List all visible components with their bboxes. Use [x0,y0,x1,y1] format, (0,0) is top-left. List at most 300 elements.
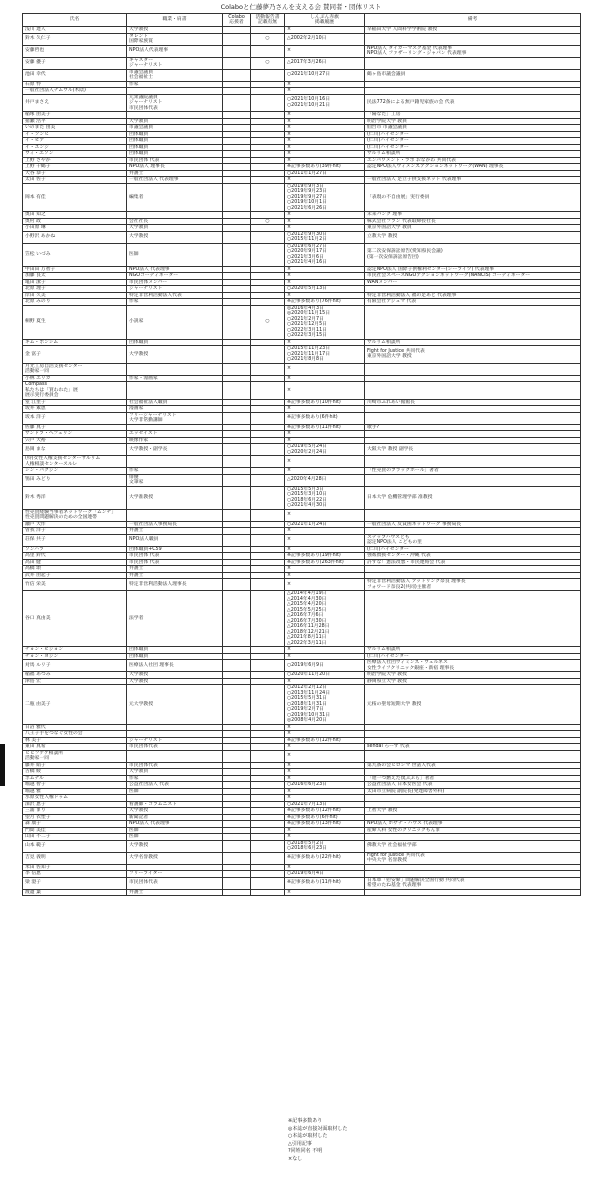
cell-occupation: キャスター ジャーナリスト [127,57,223,69]
cell-remarks: 民法772条による無戸籍児家族の会 代表 [365,94,581,112]
cell-akahata-history: ※記事多数あり(11件hit) [285,424,365,431]
table-row [23,889,581,896]
cell-akahata-history: ※記事多数あり(11件hit) [285,877,365,889]
legend-item: △引用記事 [288,1140,312,1147]
cell-remarks: 静岡県立大学 教授 [365,678,581,685]
cell-akahata-history: × [285,864,365,871]
cell-occupation: 医療法人社団 理事長 [127,660,223,672]
cell-report-listed: ○ [251,218,285,225]
header-occupation: 職業・肩書 [127,14,223,27]
cell-name: ヒヒフケケ相談所 活動家一同 [23,750,127,762]
cell-name: 津島 宏 [23,678,127,685]
cell-akahata-history: ○2012年2月12日 ○2013年11月24日 ○2015年5月31日 ○2018年1月31日 ○2019年2月7日 ○2019年10月31日 ◎2008年4月20日 [285,685,365,725]
table-row [23,183,581,212]
cell-colabo-supporter [223,486,251,509]
cell-colabo-supporter [223,509,251,521]
table-row [23,243,581,266]
cell-report-listed: ○ [251,305,285,339]
cell-colabo-supporter [223,412,251,424]
cell-name: 一般社団法人ナムウル(木陰) [23,88,127,95]
cell-remarks: (仁川)ハイセンター [365,653,581,660]
cell-occupation [127,382,223,400]
cell-colabo-supporter [223,685,251,725]
table-row [23,456,581,468]
cell-colabo-supporter [223,57,251,69]
cell-akahata-history: × [285,889,365,896]
cell-name: Compass 私たちは「買われた」展 展示実行委員会 [23,382,127,400]
cell-occupation: 編集者 [127,183,223,212]
cell-remarks: サルリム相談所 [365,647,581,654]
cell-occupation: 大学教員 [127,118,223,125]
cell-akahata-history: △2017年3月26日 [285,57,365,69]
table-row [23,685,581,725]
cell-occupation [127,509,223,521]
cell-akahata-history: × [285,509,365,521]
cell-akahata-history: ※記事多数あり(6件hit) [285,412,365,424]
cell-report-listed [251,382,285,400]
cell-name: 室 江里子 [23,399,127,406]
cell-akahata-history: × [285,266,365,273]
cell-akahata-history: ※記事多数あり(263件hit) [285,559,365,566]
cell-name: 岡本 有佳 [23,183,127,212]
cell-occupation: 弁護士 [127,889,223,896]
cell-name: 三浦 まり [23,808,127,815]
cell-occupation: 作家・漫画家 [127,375,223,382]
cell-akahata-history: × [285,534,365,546]
cell-remarks: 「遅一つ燃えた僕ぶぶら」著者 [365,775,581,782]
cell-remarks: 明治学院大学 教授 [365,672,581,679]
cell-akahata-history: × [285,775,365,782]
cell-name: 堀越 雅 [23,788,127,795]
cell-remarks: ステップハウスとも 認定NPO法人 こどもの里 [365,534,581,546]
cell-occupation: フリージャーナリスト 大学非常勤講師 [127,412,223,424]
cell-akahata-history: × [285,795,365,802]
cell-akahata-history: ○2021年10月27日 [285,69,365,81]
cell-akahata-history: ○2018年5月2日 ○2018年6月23日 [285,840,365,852]
cell-report-listed [251,750,285,762]
cell-occupation [127,456,223,468]
cell-remarks: 認定NPO法人ウィメンズアクションネットワーク(WAN) 理事長 [365,164,581,171]
cell-name: 甲田田 万智子 [23,266,127,273]
edge-mark [0,744,5,786]
cell-occupation: NPO法人代表理事 [127,45,223,57]
cell-akahata-history: ※記事多数あり(10件hit) [285,399,365,406]
cell-akahata-history: × [285,827,365,834]
cell-report-listed [251,579,285,591]
cell-occupation: 市議会議員 [127,125,223,132]
cell-akahata-history: ○2019年5月24日 ○2020年2月24日 [285,444,365,456]
cell-occupation: 漫画家 [127,406,223,413]
cell-remarks: 特定非営利活動法人 福の足あと 代表理事 [365,292,581,299]
cell-remarks: 許すな！憲法改悪・市民連絡会 代表 [365,559,581,566]
cell-akahata-history: × [285,731,365,738]
cell-occupation: 団体職員 [127,339,223,346]
cell-occupation: タレント 国際家族賞 [127,33,223,45]
table-row [23,486,581,509]
cell-occupation: 会社社長 [127,218,223,225]
cell-name: 石原 怜 [23,81,127,88]
cell-remarks: 仙台市 市議会議員 [365,125,581,132]
cell-remarks: 一般社団法人 足立子供支援ネット 代表理事 [365,177,581,184]
cell-name: (特)女性人権支援センターサルリム 人権相談センタースルレ [23,456,127,468]
cell-occupation: ジャーナリスト [127,286,223,293]
cell-occupation: 団体職員 [127,138,223,145]
cell-name: 二瓶 由美子 [23,685,127,725]
cell-colabo-supporter [223,183,251,212]
cell-name: 東田 真希 [23,744,127,751]
cell-akahata-history: × [285,456,365,468]
cell-akahata-history: ○2016年6月23日 [285,782,365,789]
cell-occupation: 市民団体メンバー [127,279,223,286]
cell-akahata-history: × [285,724,365,731]
cell-remarks: サルリム相談所 [365,151,581,158]
cell-akahata-history: × [285,157,365,164]
cell-occupation: 大学教授 [127,27,223,34]
cell-occupation: 団体職員 [127,131,223,138]
cell-occupation: 大学教授 [127,840,223,852]
cell-akahata-history: × [285,406,365,413]
cell-colabo-supporter [223,889,251,896]
cell-name: チョン・ビジョン [23,647,127,654]
cell-name: イ・ユンジ [23,144,127,151]
table-row [23,877,581,889]
table-row [23,840,581,852]
cell-name: 岸田 久美 [23,292,127,299]
cell-colabo-supporter [223,750,251,762]
cell-remarks: 東京外国語大学 教員 [365,225,581,232]
cell-akahata-history: × [285,834,365,841]
cell-name: 米田 佐知子 [23,864,127,871]
cell-colabo-supporter [223,33,251,45]
table-row [23,579,581,591]
cell-name: 林 美子 [23,737,127,744]
cell-remarks [365,305,581,339]
cell-occupation: 市民団体 代表 [127,559,223,566]
cell-occupation: 市民団体 代表 [127,157,223,164]
cell-name: 猪瀬 浩平 [23,118,127,125]
cell-occupation: 大学名誉教授 [127,852,223,864]
cell-akahata-history: ○2020年5月13日 [285,286,365,293]
cell-name: 月光工房自活支援センター 活動家一同 [23,363,127,375]
cell-name: 金 富子 [23,346,127,364]
cell-remarks: (仁川)ハイセンター [365,144,581,151]
cell-akahata-history: × [285,468,365,475]
cell-name: 鈴木 久仁子 [23,33,127,45]
cell-name: 門間 美佳 [23,827,127,834]
cell-name: サンドラ・ヘフェリン [23,431,127,438]
cell-remarks [365,57,581,69]
cell-occupation: 団体職員+C59 [127,546,223,553]
cell-akahata-history: × [285,437,365,444]
cell-occupation: 小説家 [127,305,223,339]
table-row [23,305,581,339]
cell-remarks: Fight for Justice 共同代表 中央大学 名誉教授 [365,852,581,864]
cell-remarks: 「陽なた」工房 [365,112,581,119]
cell-name: 稲塚 由美子 [23,112,127,119]
cell-akahata-history: ※記事多数あり(22件hit) [285,852,365,864]
cell-name: 高田 健 [23,559,127,566]
cell-akahata-history: × [285,528,365,535]
cell-akahata-history: × [285,279,365,286]
cell-colabo-supporter [223,591,251,647]
cell-name: 日沼 雅代 [23,724,127,731]
cell-report-listed [251,231,285,243]
table-row [23,509,581,521]
cell-occupation: 大学教授 [127,678,223,685]
cell-occupation: 一般社団法人 代表理事 [127,177,223,184]
cell-name: 北原 理子 [23,286,127,293]
cell-akahata-history: ○2019年9月3日 ○2019年9月23日 ○2019年9月27日 ○2019年10月1日 ○2021年6月26日 [285,183,365,212]
cell-remarks: 強姦救援センター・沖縄 代表 [365,553,581,560]
cell-remarks [365,591,581,647]
cell-remarks: 産婦人科 女性のクリニックもんま [365,827,581,834]
cell-occupation: 大学教授・副学長 [127,444,223,456]
cell-remarks: (仁川)ハイセンター [365,138,581,145]
cell-name: 上野 千鶴子 [23,164,127,171]
cell-remarks: 上智大学 教授 [365,808,581,815]
cell-name: 安藤 優子 [23,57,127,69]
cell-name: 笠松 いづみ [23,243,127,266]
cell-name: イ・ソンヒ [23,131,127,138]
cell-name: 坂本 洋子 [23,412,127,424]
cell-remarks: 株式会社フラン 代表取締役社長 [365,218,581,225]
cell-report-listed: ○ [251,57,285,69]
cell-remarks: 川崎市ふれあい館館長 [365,399,581,406]
legend-item: ?同姓同名 不明 [288,1148,323,1154]
cell-name: 奥田 知之 [23,212,127,219]
table-row [23,33,581,45]
supporter-list-table [22,13,581,896]
legend-item: ◎本誌が直接対面取材した [288,1125,348,1132]
cell-occupation: 新聞記者 [127,814,223,821]
cell-name: 安藤哲也 [23,45,127,57]
cell-name: 山本 範子 [23,840,127,852]
cell-name: 望月 衣塑子 [23,814,127,821]
cell-akahata-history: × [285,769,365,776]
cell-report-listed [251,591,285,647]
cell-occupation: 弁護士 [127,528,223,535]
cell-remarks: Fight for Justice 共同代表 東京外国語大学 教授 [365,346,581,364]
table-row [23,750,581,762]
cell-occupation: 法学者 [127,591,223,647]
table-row [23,412,581,424]
cell-remarks: 立教大学 教授 [365,231,581,243]
cell-occupation: 市民団体代表 [127,762,223,769]
cell-akahata-history: ○2021年1月24日 [285,521,365,528]
cell-occupation: 大学教員 [127,769,223,776]
cell-akahata-history: ※記事多数あり(19件hit) [285,553,365,560]
cell-report-listed [251,444,285,456]
header-name: 氏名 [23,14,127,27]
cell-akahata-history: × [285,27,365,34]
cell-name: 鈴木 秀洋 [23,486,127,509]
cell-occupation: 団体職員 [127,647,223,654]
cell-name: 対馬 ルリ子 [23,660,127,672]
cell-occupation: 団体職員 [127,653,223,660]
cell-akahata-history: × [285,566,365,573]
table-row [23,591,581,647]
cell-remarks: 明治学院大学 教員 [365,118,581,125]
cell-remarks [365,456,581,468]
cell-occupation: 大学教授 [127,672,223,679]
cell-akahata-history: ※記事多数あり(6件hit) [285,814,365,821]
cell-colabo-supporter [223,305,251,339]
cell-akahata-history: ○2019年6月4日 [285,871,365,878]
cell-remarks [365,412,581,424]
cell-occupation: 特定非営利活動法人代表 [127,292,223,299]
cell-akahata-history: ◎2016年4月3日 ◎2020年11月15日 ○2021年2月7日 ○2021年12月5日 ○2022年3月11日 ○2022年3月15日 [285,305,365,339]
cell-remarks: WANメンバー [365,279,581,286]
cell-name: 深沢 恵子 [23,801,127,808]
cell-akahata-history: ※記事多数あり(13件hit) [285,821,365,828]
cell-colabo-supporter [223,877,251,889]
cell-akahata-history: ○2011年1月27日 [285,170,365,177]
cell-akahata-history: ※記事多数あり(12件hit) [285,808,365,815]
cell-remarks: 市民社会スペースNGOアクションネットワーク(NANCiS) コーディネーター [365,273,581,280]
table-row [23,444,581,456]
cell-remarks: 佛教大学 社会福祉学部 [365,840,581,852]
cell-colabo-supporter [223,474,251,486]
cell-name: 上野 さやか [23,157,127,164]
cell-report-listed [251,877,285,889]
cell-report-listed [251,685,285,725]
cell-akahata-history: ○2021年10月16日 ○2021年10月21日 [285,94,365,112]
cell-remarks: 大阪大学 教授 副学長 [365,444,581,456]
cell-colabo-supporter [223,94,251,112]
cell-name: 古橋 綾 [23,769,127,776]
cell-name: 渡邊 葉 [23,889,127,896]
cell-name: 李 信恵 [23,871,127,878]
cell-remarks: 日本大学 危機管理学部 准教授 [365,486,581,509]
cell-colabo-supporter [223,660,251,672]
cell-akahata-history: × [285,678,365,685]
cell-occupation: 市民団体代表 [127,877,223,889]
cell-name: ポムナル [23,775,127,782]
cell-occupation: 元衆議院議員 ジャーナリスト 市民団体代表 [127,94,223,112]
cell-akahata-history: × [285,431,365,438]
cell-remarks: 早稲田大学 人間科学学術院 教授 [365,27,581,34]
cell-name: 加藤 良太 [23,273,127,280]
cell-remarks [365,509,581,521]
cell-occupation: 大学教授 [127,808,223,815]
cell-name: 井戸まさえ [23,94,127,112]
cell-akahata-history: △2002年2月10日 [285,33,365,45]
page-title: Colaboと仁藤夢乃さんを支える会 賛同者・団体リスト [220,3,382,11]
cell-remarks: (仁川)ハイセンター [365,131,581,138]
cell-remarks: 鶴ヶ島市議会議員 [365,69,581,81]
cell-report-listed [251,346,285,364]
table-row [23,660,581,672]
cell-akahata-history: ○2021年7月13日 [285,801,365,808]
cell-akahata-history: × [285,45,365,57]
cell-remarks: 「性売買のブラックホール」著者 [365,468,581,475]
header-remarks: 備考 [365,14,581,27]
cell-colabo-supporter [223,534,251,546]
cell-akahata-history: × [285,131,365,138]
header-row [23,14,581,27]
cell-report-listed [251,183,285,212]
cell-occupation: エッセイスト [127,431,223,438]
cell-report-listed [251,474,285,486]
cell-name: 浅川 達人 [23,27,127,34]
cell-akahata-history: × [285,273,365,280]
cell-akahata-history: ○2015年5月3日 ○2015年3月10日 ○2018年6月22日 ○2021年4月30日 [285,486,365,509]
cell-colabo-supporter [223,231,251,243]
cell-akahata-history: × [285,81,365,88]
cell-colabo-supporter [223,243,251,266]
cell-remarks: サルリム相談所 [365,339,581,346]
cell-occupation [127,750,223,762]
table-row [23,45,581,57]
cell-akahata-history: ○2020年11月20日 [285,672,365,679]
cell-occupation: 市議会議員 社会福祉士 [127,69,223,81]
cell-akahata-history: × [285,762,365,769]
cell-name: 小林 エリカ [23,375,127,382]
cell-akahata-history: × [285,138,365,145]
table-row [23,346,581,364]
cell-occupation: 映像作家 [127,437,223,444]
cell-akahata-history: × [285,382,365,400]
cell-akahata-history: × [285,151,365,158]
cell-occupation: 医師 [127,243,223,266]
cell-remarks [365,474,581,486]
cell-name: ウィ・エソン [23,151,127,158]
cell-remarks: 「表現の不自由展」実行委員 [365,183,581,212]
cell-name: 小田原 琳 [23,225,127,232]
cell-name: 水原女性人権ドゥム [23,795,127,802]
cell-akahata-history: × [285,647,365,654]
cell-akahata-history: × [285,88,365,95]
cell-name: 太田 佐子 [23,177,127,184]
cell-akahata-history: × [285,579,365,591]
cell-name: 竹信 栄美 [23,579,127,591]
legend-item: ×なし [288,1155,303,1162]
cell-name: 堀越 智子 [23,782,127,789]
cell-report-listed [251,243,285,266]
cell-name: いのまた 由美 [23,125,127,132]
cell-name: 高橋 頌 [23,566,127,573]
cell-colabo-supporter [223,382,251,400]
cell-name: 森 康子 [23,821,127,828]
cell-akahata-history: × [285,218,365,225]
cell-akahata-history: ○2015年11月23日 ○2021年11月17日 ○2021年8月8日 [285,346,365,364]
cell-akahata-history: × [285,339,365,346]
cell-akahata-history: ○2019年6月27日 ○2020年9月17日 ○2021年3月6日 ○2021年4月16日 [285,243,365,266]
cell-remarks: NPO法人 ホザナ・ハウス 代表理事 [365,821,581,828]
legend-item: ○本誌が取材した [288,1133,328,1139]
cell-remarks [365,33,581,45]
cell-akahata-history: △2014年4月19日 △2014年4月30日 △2015年4月20日 △2015年5月25日 △2016年7月6日 △2016年7月30日 △2016年11月28日 △2018年12月21日 △2021年8月11日 △2022年3月11日 [285,591,365,647]
cell-occupation: 医師 [127,827,223,834]
cell-akahata-history: × [285,744,365,751]
cell-occupation: 弁護士 [127,566,223,573]
cell-name: 稲福 あつみ [23,672,127,679]
cell-remarks [365,382,581,400]
cell-colabo-supporter [223,852,251,864]
table-row [23,852,581,864]
cell-name: イ・ビア [23,138,127,145]
cell-report-listed [251,840,285,852]
cell-akahata-history: × [285,112,365,119]
cell-name: 武井 由起子 [23,572,127,579]
cell-occupation: 医師 [127,834,223,841]
cell-akahata-history: △2020年4月28日 [285,474,365,486]
cell-occupation: 弁護士 [127,170,223,177]
cell-akahata-history: × [285,375,365,382]
table-row [23,382,581,400]
cell-occupation: NPO法人職員 [127,534,223,546]
cell-report-listed [251,456,285,468]
